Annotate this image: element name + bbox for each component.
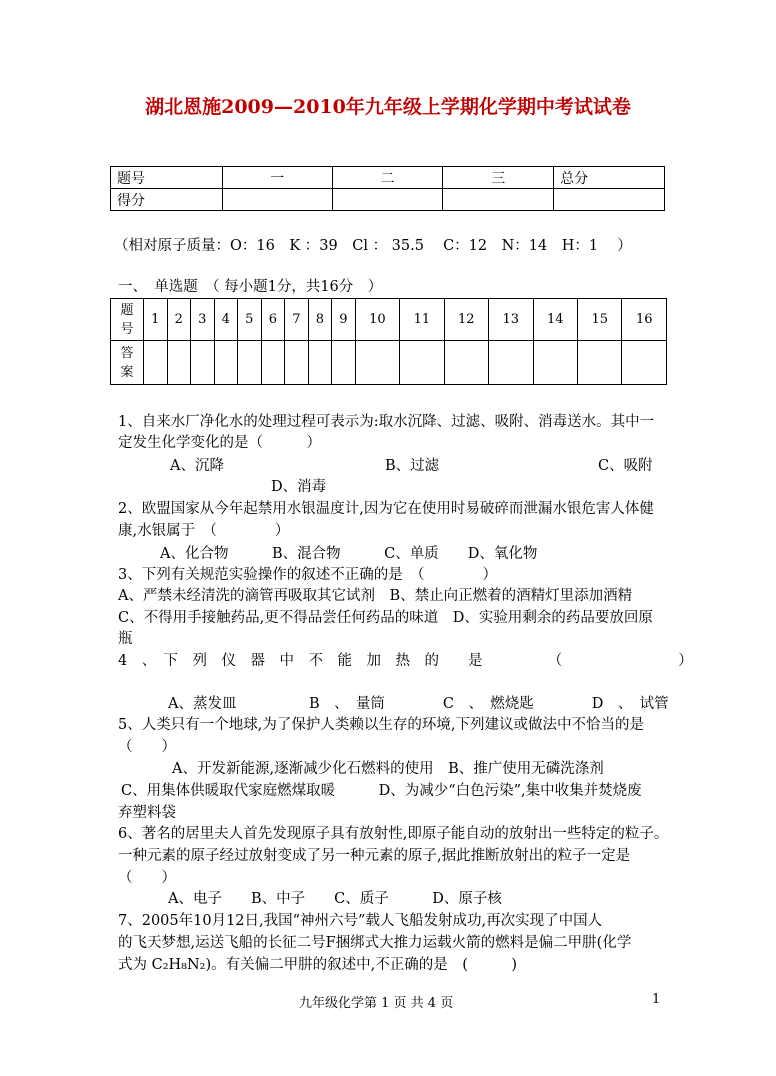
question-line: （ ） xyxy=(118,739,176,755)
question-number-cell: 13 xyxy=(489,299,533,341)
question-line: 的飞天梦想,运送飞船的长征二号F捆绑式大推力运载火箭的燃料是偏二甲肼(化学 xyxy=(118,935,632,951)
question-number-cell: 6 xyxy=(261,299,285,341)
question-line: 4 、 下 列 仪 器 中 不 能 加 热 的 是 （ ） xyxy=(118,653,693,669)
answer-table xyxy=(110,298,667,385)
question-number-cell: 4 xyxy=(214,299,238,341)
question-label-char: 题 xyxy=(120,302,134,318)
answer-cell xyxy=(214,341,238,385)
score-header-cell: 三 xyxy=(443,167,554,189)
answer-cell xyxy=(533,341,577,385)
answer-cell xyxy=(489,341,533,385)
question-line: 6、著名的居里夫人首先发现原子具有放射性,即原子能自动的放射出一些特定的粒子。 xyxy=(118,826,669,842)
answer-cell xyxy=(238,341,262,385)
score-header-cell: 题号 xyxy=(111,167,223,189)
question-number-cell: 5 xyxy=(238,299,262,341)
option-text: A、化合物 B、混合物 C、单质 D、氧化物 xyxy=(160,546,538,562)
answer-cell xyxy=(191,341,215,385)
score-label-cell: 得分 xyxy=(111,189,223,211)
question-number-cell: 14 xyxy=(533,299,577,341)
question-number-cell: 1 xyxy=(144,299,168,341)
score-table xyxy=(110,166,665,211)
question-number-cell: 2 xyxy=(167,299,191,341)
question-number-cell: 7 xyxy=(285,299,309,341)
question-number-cell: 8 xyxy=(308,299,332,341)
question-line: 1、自来水厂净化水的处理过程可表示为:取水沉降、过滤、吸附、消毒送水。其中一 xyxy=(118,414,655,430)
page-title: 湖北恩施2009—2010年九年级上学期化学期中考试试卷 xyxy=(145,96,631,118)
option-text: A、蒸发皿 B 、 量筒 C 、 燃烧匙 D 、 试管 xyxy=(168,696,669,712)
answer-cell xyxy=(444,341,488,385)
question-number-cell: 10 xyxy=(355,299,399,341)
answer-cell xyxy=(167,341,191,385)
answer-row-blanks xyxy=(111,341,667,385)
question-number-cell: 16 xyxy=(622,299,667,341)
score-row-header xyxy=(111,167,665,189)
option-text: B、过滤 xyxy=(385,458,440,474)
option-text: 瓶 xyxy=(118,631,133,647)
score-row-values xyxy=(111,189,665,211)
answer-cell xyxy=(261,341,285,385)
score-value-cell xyxy=(222,189,332,211)
question-number-cell: 9 xyxy=(332,299,356,341)
option-text: A、电子 B、中子 C、质子 D、原子核 xyxy=(168,891,502,907)
answer-cell xyxy=(308,341,332,385)
option-text: C、不得用手接触药品,更不得品尝任何药品的味道 D、实验用剩余的药品要放回原 xyxy=(118,610,653,626)
answer-cell xyxy=(577,341,621,385)
question-line: 一种元素的原子经过放射变成了另一种元素的原子,据此推断放射出的粒子一定是 xyxy=(118,848,631,864)
score-header-cell: 二 xyxy=(332,167,443,189)
question-label-char: 号 xyxy=(120,321,134,337)
answer-label-char: 案 xyxy=(120,364,134,380)
answer-label-cell xyxy=(111,341,144,385)
option-text: C、吸附 xyxy=(598,458,653,474)
score-value-cell xyxy=(443,189,554,211)
footer-page-number: 1 xyxy=(652,992,661,1007)
score-value-cell xyxy=(332,189,443,211)
score-header-cell: 总分 xyxy=(554,167,665,189)
option-text: A、严禁未经清洗的滴管再吸取其它试剂 B、禁止向正燃着的酒精灯里添加酒精 xyxy=(118,588,633,604)
score-value-cell xyxy=(554,189,665,211)
question-number-cell: 3 xyxy=(191,299,215,341)
answer-cell xyxy=(355,341,399,385)
option-text: 弃塑料袋 xyxy=(118,805,176,821)
option-text: A、开发新能源,逐渐减少化石燃料的使用 B、推广使用无磷洗涤剂 xyxy=(172,761,604,777)
atomic-masses: （相对原子质量：O：16 K ：39 Cl ： 35.5 C：12 N：14 H：1 ） xyxy=(114,238,632,254)
question-number-cell: 15 xyxy=(577,299,621,341)
question-number-cell: 11 xyxy=(400,299,444,341)
section-heading: 一、 单选题 （ 每小题1分，共16分 ） xyxy=(118,279,383,295)
option-text: C、用集体供暖取代家庭燃煤取暖 D、为减少“白色污染”,集中收集并焚烧废 xyxy=(121,783,642,799)
option-text: A、沉降 xyxy=(170,458,224,474)
answer-cell xyxy=(622,341,667,385)
answer-row-numbers xyxy=(111,299,667,341)
question-line: 2、欧盟国家从今年起禁用水银温度计,因为它在使用时易破碎而泄漏水银危害人体健 xyxy=(118,501,654,517)
question-line: 定发生化学变化的是（ ） xyxy=(118,435,321,451)
answer-cell xyxy=(144,341,168,385)
score-header-cell: 一 xyxy=(222,167,332,189)
question-line: 康,水银属于 （ ） xyxy=(118,523,290,539)
answer-cell xyxy=(285,341,309,385)
question-line: 式为 C₂H₈N₂)。有关偏二甲肼的叙述中,不正确的是 ( ) xyxy=(118,957,518,973)
question-line: 3、下列有关规范实验操作的叙述不正确的是 （ ） xyxy=(118,567,497,583)
answer-label-char: 答 xyxy=(120,345,134,361)
option-text: D、消毒 xyxy=(271,479,327,495)
question-line: 7、2005年10月12日,我国“神州六号”载人飞船发射成功,再次实现了中国人 xyxy=(118,913,603,929)
question-line: （ ） xyxy=(118,870,176,886)
footer-page-info: 九年级化学第 1 页 共 4 页 xyxy=(299,996,454,1011)
answer-cell xyxy=(332,341,356,385)
question-number-cell: 12 xyxy=(444,299,488,341)
question-label-cell xyxy=(111,299,144,341)
answer-cell xyxy=(400,341,444,385)
question-line: 5、人类只有一个地球,为了保护人类赖以生存的环境,下列建议或做法中不恰当的是 xyxy=(118,717,644,733)
